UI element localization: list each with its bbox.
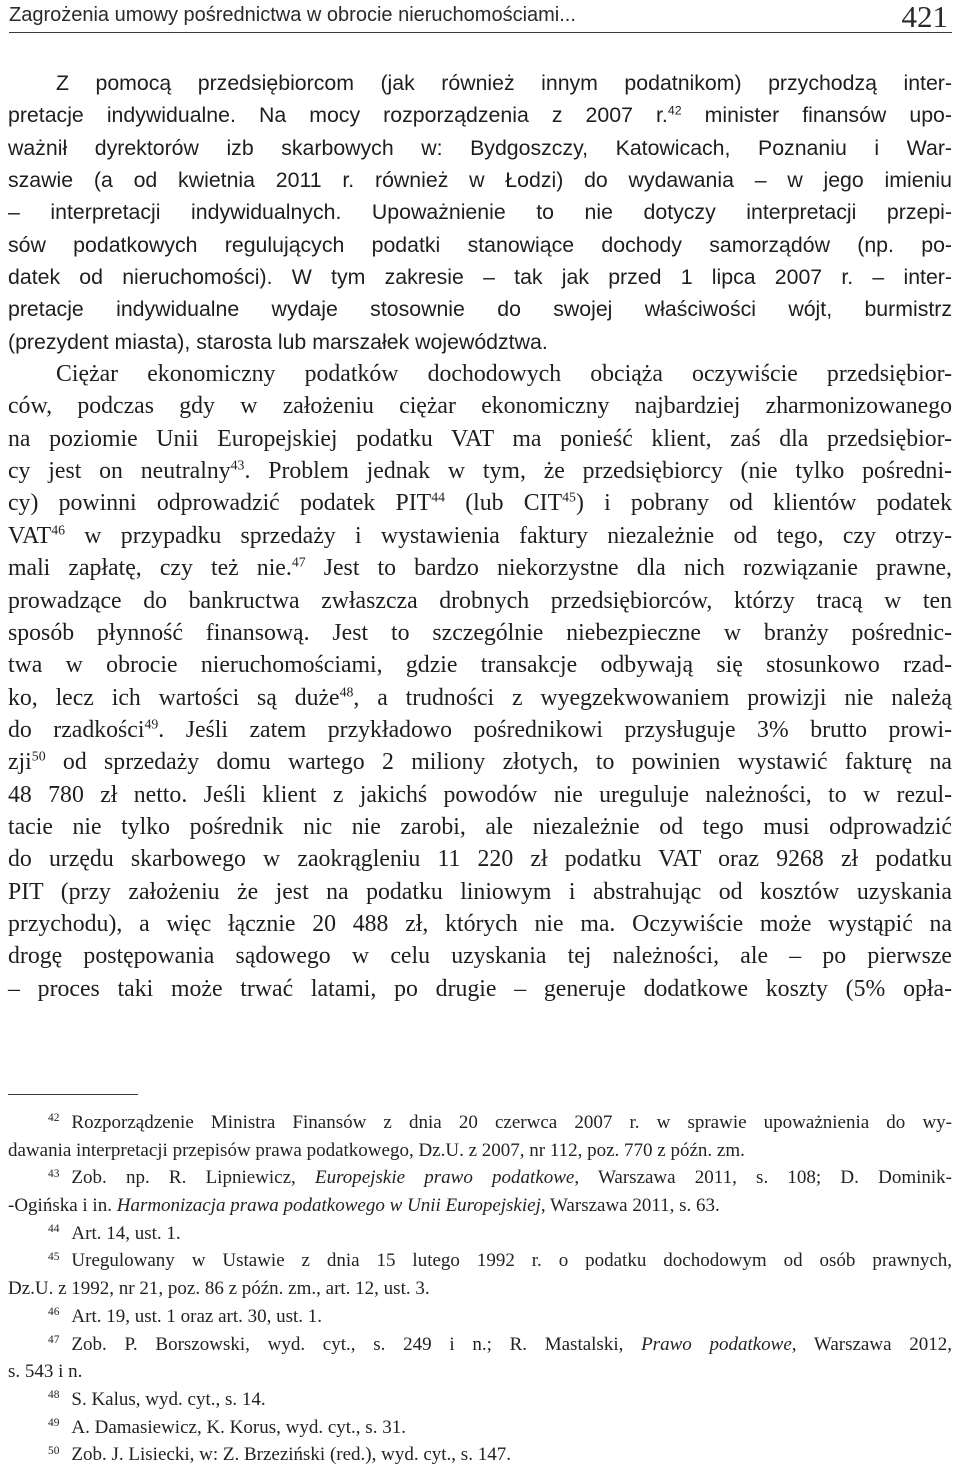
footnote-50: $^{50}$ Zob. J. Lisiecki, w: Z. Brzeziński (red.), wyd. cyt., s. 147. [48, 1444, 511, 1466]
text-line: tacie nie tylko pośrednik nic nie zarobi, ale niezależnie od tego musi odprowadzić [8, 813, 952, 840]
page-header [9, 0, 952, 33]
text-line: zji$^{50}$ od sprzedaży domu wartego 2 miliony złotych, to powinien wystawić fakturę na [8, 748, 952, 776]
text-line: 48 780 zł netto. Jeśli klient z jakichś powodów nie ureguluje należności, to w rezul- [8, 781, 952, 808]
text-line: VAT$^{46}$ w przypadku sprzedaży i wystawienia faktury niezależnie od tego, czy otrzy- [8, 522, 952, 549]
text-line: ko, lecz ich wartości są duże$^{48}$, a trudności z wyegzekwowaniem prowizji nie należą [8, 683, 952, 711]
text-line: ważnił dyrektorów izb skarbowych w: Bydgoszczy, Katowicach, Poznaniu i War- [8, 135, 952, 160]
text-line: (prezydent miasta), starosta lub marszałek województwa. [8, 329, 548, 354]
text-line: pretacje indywidualne. Na mocy rozporządzenia z 2007 r.$^{42}$ minister finansów upo- [8, 103, 952, 128]
footnote-48: $^{48}$ S. Kalus, wyd. cyt., s. 14. [48, 1388, 266, 1410]
text-line: PIT (przy założeniu że jest na podatku liniowym i abstrahując od kosztów uzyskania [8, 878, 952, 905]
text-line: Ciężar ekonomiczny podatków dochodowych obciąża oczywiście przedsiębior- [56, 361, 952, 388]
footnote-ref: 45 [562, 489, 576, 505]
main-text [8, 67, 952, 1005]
text-line: sów podatkowych regulujących podatki stanowiące dochody samorządów (np. po- [8, 232, 952, 257]
text-line: – interpretacji indywidualnych. Upoważnienie to nie dotyczy interpretacji przepi- [8, 200, 952, 225]
text-line: cy) powinni odprowadzić podatek PIT$^{44}$ (lub CIT$^{45}$) i pobrany od klientów podatek [8, 489, 952, 517]
footnote-45-cont: Dz.U. z 1992, nr 21, poz. 86 z późn. zm., art. 12, ust. 3. [8, 1278, 430, 1300]
footnote-45: $^{45}$ Uregulowany w Ustawie z dnia 15 lutego 1992 r. o podatku dochodowym od osób prawnych, [48, 1250, 952, 1272]
footnote-47: $^{47}$ Zob. P. Borszowski, wyd. cyt., s. 249 i n.; R. Mastalski, Prawo podatkowe, Warszawa 2012, [48, 1333, 952, 1355]
text-line: pretacje indywidualne wydaje stosownie do swojej właściwości wójt, burmistrz [8, 297, 952, 322]
footnote-ref: 46 [51, 522, 65, 538]
text-line: na poziomie Unii Europejskiej podatku VAT ma ponieść klient, zaś dla przedsiębior- [8, 425, 952, 452]
footnote-49: $^{49}$ A. Damasiewicz, K. Korus, wyd. cyt., s. 31. [48, 1416, 406, 1438]
page-number: 421 [901, 0, 948, 34]
footnote-ref: 48 [339, 683, 354, 699]
text-line: Z pomocą przedsiębiorcom (jak również innym podatnikom) przychodzą inter- [56, 71, 952, 95]
paragraph-interpretations [8, 67, 952, 358]
footnote-ref: 49 [144, 716, 159, 732]
text-line: twa w obrocie nieruchomościami, gdzie transakcje odbywają się stosunkowo rzad- [8, 652, 952, 679]
footnote-ref: 44 [431, 489, 446, 505]
footnote-ref: 47 [291, 554, 306, 570]
footnote-42-cont: dawania interpretacji przepisów prawa podatkowego, Dz.U. z 2007, nr 112, poz. 770 z późn. zm. [8, 1139, 745, 1161]
footnote-44: $^{44}$ Art. 14, ust. 1. [48, 1222, 181, 1244]
running-title: Zagrożenia umowy pośrednictwa w obrocie nieruchomościami... [9, 4, 576, 26]
footnote-42: $^{42}$ Rozporządzenie Ministra Finansów z dnia 20 czerwca 2007 r. w sprawie upoważnienia do wy- [48, 1112, 952, 1133]
text-line: przychodu), a więc łącznie 20 488 zł, których nie ma. Oczywiście może wystąpić na [8, 910, 952, 937]
text-line: do rzadkości$^{49}$. Jeśli zatem przykładowo pośrednikowi przysługuje 3% brutto prowi- [8, 716, 952, 743]
footnote-ref: 43 [230, 457, 245, 473]
footnotes [8, 1109, 952, 1469]
footnote-47-cont: s. 543 i n. [8, 1361, 83, 1383]
text-line: mali zapłatę, czy też nie.$^{47}$ Jest to bardzo niekorzystne dla nich rozwiązanie prawne, [8, 554, 952, 582]
text-line: datek od nieruchomości). W tym zakresie – tak jak przed 1 lipca 2007 r. – inter- [8, 265, 952, 290]
footnote-ref: 42 [667, 103, 682, 118]
footnote-separator [8, 1094, 138, 1095]
footnote-ref: 50 [31, 748, 46, 764]
text-line: prowadzące do bankructwa zwłaszcza drobnych przedsiębiorców, którzy tracą w ten [8, 587, 952, 614]
text-line: sposób płynność finansową. Jest to szczególnie niebezpieczne w branży pośrednic- [8, 619, 952, 646]
text-line: cy jest on neutralny$^{43}$. Problem jednak w tym, że przedsiębiorcy (nie tylko pośredni- [8, 457, 952, 485]
footnote-43: $^{43}$ Zob. np. R. Lipniewicz, Europejskie prawo podatkowe, Warszawa 2011, s. 108; D. Dominik- [48, 1167, 952, 1189]
text-line: ców, podczas gdy w założeniu ciężar ekonomiczny najbardziej zharmonizowanego [8, 393, 952, 420]
text-line: szawie (a od kwietnia 2011 r. również w Łodzi) do wydawania – w jego imieniu [8, 168, 952, 193]
footnote-43-cont: -Ogińska i in. Harmonizacja prawa podatkowego w Unii Europejskiej, Warszawa 2011, s. 63. [8, 1195, 720, 1217]
paragraph-economic-burden [8, 358, 952, 1005]
text-line: – proces taki może trwać latami, po drugie – generuje dodatkowe koszty (5% opła- [8, 975, 952, 1002]
footnote-46: $^{46}$ Art. 19, ust. 1 oraz art. 30, ust. 1. [48, 1305, 323, 1327]
text-line: do urzędu skarbowego w zaokrągleniu 11 220 zł podatku VAT oraz 9268 zł podatku [8, 846, 952, 873]
text-line: drogę postępowania sądowego w celu uzyskania tej należności, ale – po pierwsze [8, 943, 952, 970]
